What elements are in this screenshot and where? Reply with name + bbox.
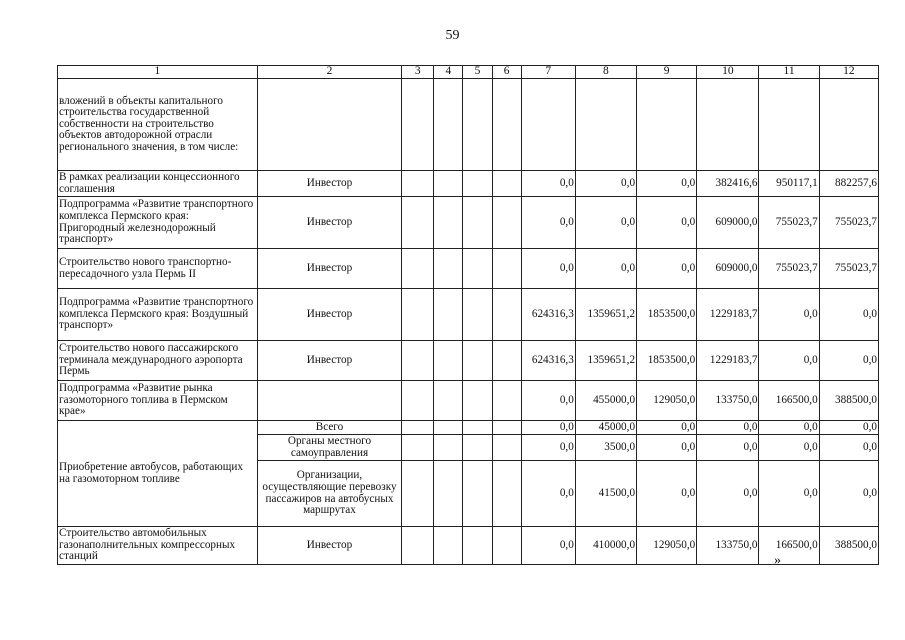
value-col-10: 0,0 [697,461,759,527]
value-col-7: 0,0 [521,527,575,565]
value-col-8: 410000,0 [575,527,636,565]
value-col-7: 624316,3 [521,341,575,381]
value-col-9: 0,0 [637,461,697,527]
row-source [257,381,402,421]
continuation-mark: » [774,553,781,568]
empty-cell [463,461,492,527]
value-col-9: 0,0 [637,171,697,197]
empty-cell [402,197,434,249]
value-col-9: 129050,0 [637,527,697,565]
table-row [58,197,879,249]
empty-cell [434,527,463,565]
value-col-8: 455000,0 [575,381,636,421]
empty-cell [492,527,521,565]
value-col-9: 0,0 [637,197,697,249]
empty-cell [463,341,492,381]
value-col-7: 0,0 [521,461,575,527]
value-col-12: 0,0 [819,461,878,527]
row-source: Инвестор [257,197,402,249]
value-col-8: 45000,0 [575,421,636,435]
empty-cell [759,79,819,171]
value-col-7: 0,0 [521,171,575,197]
value-col-12: 755023,7 [819,249,878,289]
empty-cell [434,249,463,289]
value-col-7: 0,0 [521,197,575,249]
value-col-12: 0,0 [819,341,878,381]
value-col-9: 129050,0 [637,381,697,421]
empty-cell [434,461,463,527]
value-col-10: 1229183,7 [697,289,759,341]
investment-table [57,65,879,565]
empty-cell [402,381,434,421]
empty-cell [492,381,521,421]
col-header-11: 11 [759,66,819,79]
value-col-12: 0,0 [819,289,878,341]
value-col-12: 388500,0 [819,527,878,565]
row-source: Инвестор [257,171,402,197]
row-name: Подпрограмма «Развитие транспортного комплекса Пермского края: Пригородный железнодорожный транспорт» [58,197,258,249]
row-source: Инвестор [257,249,402,289]
empty-cell [492,79,521,171]
row-source: Инвестор [257,527,402,565]
value-col-11: 0,0 [759,421,819,435]
value-col-7: 624316,3 [521,289,575,341]
value-col-10: 1229183,7 [697,341,759,381]
value-col-7: 0,0 [521,249,575,289]
empty-cell [434,381,463,421]
empty-cell [819,79,878,171]
empty-cell [434,79,463,171]
empty-cell [463,289,492,341]
empty-cell [492,341,521,381]
value-col-7: 0,0 [521,381,575,421]
value-col-7: 0,0 [521,435,575,461]
row-name: В рамках реализации концессионного соглашения [58,171,258,197]
value-col-12: 0,0 [819,435,878,461]
value-col-8: 1359651,2 [575,341,636,381]
value-col-8: 3500,0 [575,435,636,461]
empty-cell [402,461,434,527]
row-name: Строительство автомобильных газонаполнительных компрессорных станций [58,527,258,565]
value-col-11: 0,0 [759,435,819,461]
empty-cell [697,79,759,171]
value-col-11: 166500,0 [759,527,819,565]
empty-cell [492,197,521,249]
empty-cell [463,171,492,197]
value-col-12: 755023,7 [819,197,878,249]
value-col-9: 1853500,0 [637,289,697,341]
value-col-10: 0,0 [697,435,759,461]
row-source: Инвестор [257,289,402,341]
empty-cell [434,435,463,461]
value-col-11: 755023,7 [759,249,819,289]
empty-cell [402,171,434,197]
column-number-row [58,66,879,79]
empty-cell [402,421,434,435]
value-col-9: 0,0 [637,421,697,435]
value-col-11: 950117,1 [759,171,819,197]
empty-cell [575,79,636,171]
table-row [58,527,879,565]
empty-cell [463,527,492,565]
empty-cell [463,421,492,435]
col-header-3: 3 [402,66,434,79]
empty-cell [463,435,492,461]
row-source: Органы местного самоуправления [257,435,402,461]
value-col-10: 609000,0 [697,249,759,289]
value-col-10: 609000,0 [697,197,759,249]
empty-cell [463,79,492,171]
table-row [58,289,879,341]
value-col-11: 166500,0 [759,381,819,421]
col-header-10: 10 [697,66,759,79]
value-col-8: 0,0 [575,171,636,197]
value-col-12: 0,0 [819,421,878,435]
value-col-12: 388500,0 [819,381,878,421]
col-header-4: 4 [434,66,463,79]
table-row [58,421,879,435]
value-col-11: 0,0 [759,289,819,341]
empty-cell [492,435,521,461]
value-col-8: 41500,0 [575,461,636,527]
col-header-6: 6 [492,66,521,79]
empty-cell [492,421,521,435]
empty-cell [492,171,521,197]
table-row [58,381,879,421]
empty-cell [402,435,434,461]
value-col-9: 0,0 [637,249,697,289]
empty-cell [521,79,575,171]
value-col-8: 0,0 [575,197,636,249]
empty-cell [463,197,492,249]
empty-cell [492,461,521,527]
col-header-12: 12 [819,66,878,79]
col-header-5: 5 [463,66,492,79]
value-col-11: 0,0 [759,461,819,527]
row-source [257,79,402,171]
empty-cell [637,79,697,171]
row-name: вложений в объекты капитального строительства государственной собственности на строительство объектов автодорожной отрасли регионального значения, в том числе: [58,79,258,171]
row-source: Всего [257,421,402,435]
table-row [58,249,879,289]
value-col-10: 133750,0 [697,381,759,421]
empty-cell [434,197,463,249]
row-name: Строительство нового транспортно-пересадочного узла Пермь II [58,249,258,289]
empty-cell [434,289,463,341]
col-header-1: 1 [58,66,258,79]
value-col-11: 0,0 [759,341,819,381]
empty-cell [434,171,463,197]
value-col-8: 0,0 [575,249,636,289]
value-col-9: 0,0 [637,435,697,461]
value-col-8: 1359651,2 [575,289,636,341]
value-col-10: 0,0 [697,421,759,435]
row-name: Приобретение автобусов, работающих на газомоторном топливе [58,421,258,527]
page-number: 59 [445,28,460,43]
row-source: Организации, осуществляющие перевозку пассажиров на автобусных маршрутах [257,461,402,527]
empty-cell [434,421,463,435]
empty-cell [463,249,492,289]
empty-cell [402,79,434,171]
empty-cell [492,289,521,341]
empty-cell [434,341,463,381]
value-col-10: 382416,6 [697,171,759,197]
empty-cell [402,249,434,289]
value-col-12: 882257,6 [819,171,878,197]
row-source: Инвестор [257,341,402,381]
empty-cell [402,341,434,381]
empty-cell [492,249,521,289]
table-row [58,171,879,197]
col-header-9: 9 [637,66,697,79]
empty-cell [463,381,492,421]
table-row [58,341,879,381]
empty-cell [402,527,434,565]
value-col-9: 1853500,0 [637,341,697,381]
empty-cell [402,289,434,341]
col-header-2: 2 [257,66,402,79]
row-name: Подпрограмма «Развитие транспортного комплекса Пермского края: Воздушный транспорт» [58,289,258,341]
value-col-7: 0,0 [521,421,575,435]
row-name: Подпрограмма «Развитие рынка газомоторного топлива в Пермском крае» [58,381,258,421]
row-name: Строительство нового пассажирского терминала международного аэропорта Пермь [58,341,258,381]
col-header-7: 7 [521,66,575,79]
col-header-8: 8 [575,66,636,79]
value-col-10: 133750,0 [697,527,759,565]
value-col-11: 755023,7 [759,197,819,249]
table-row [58,79,879,171]
